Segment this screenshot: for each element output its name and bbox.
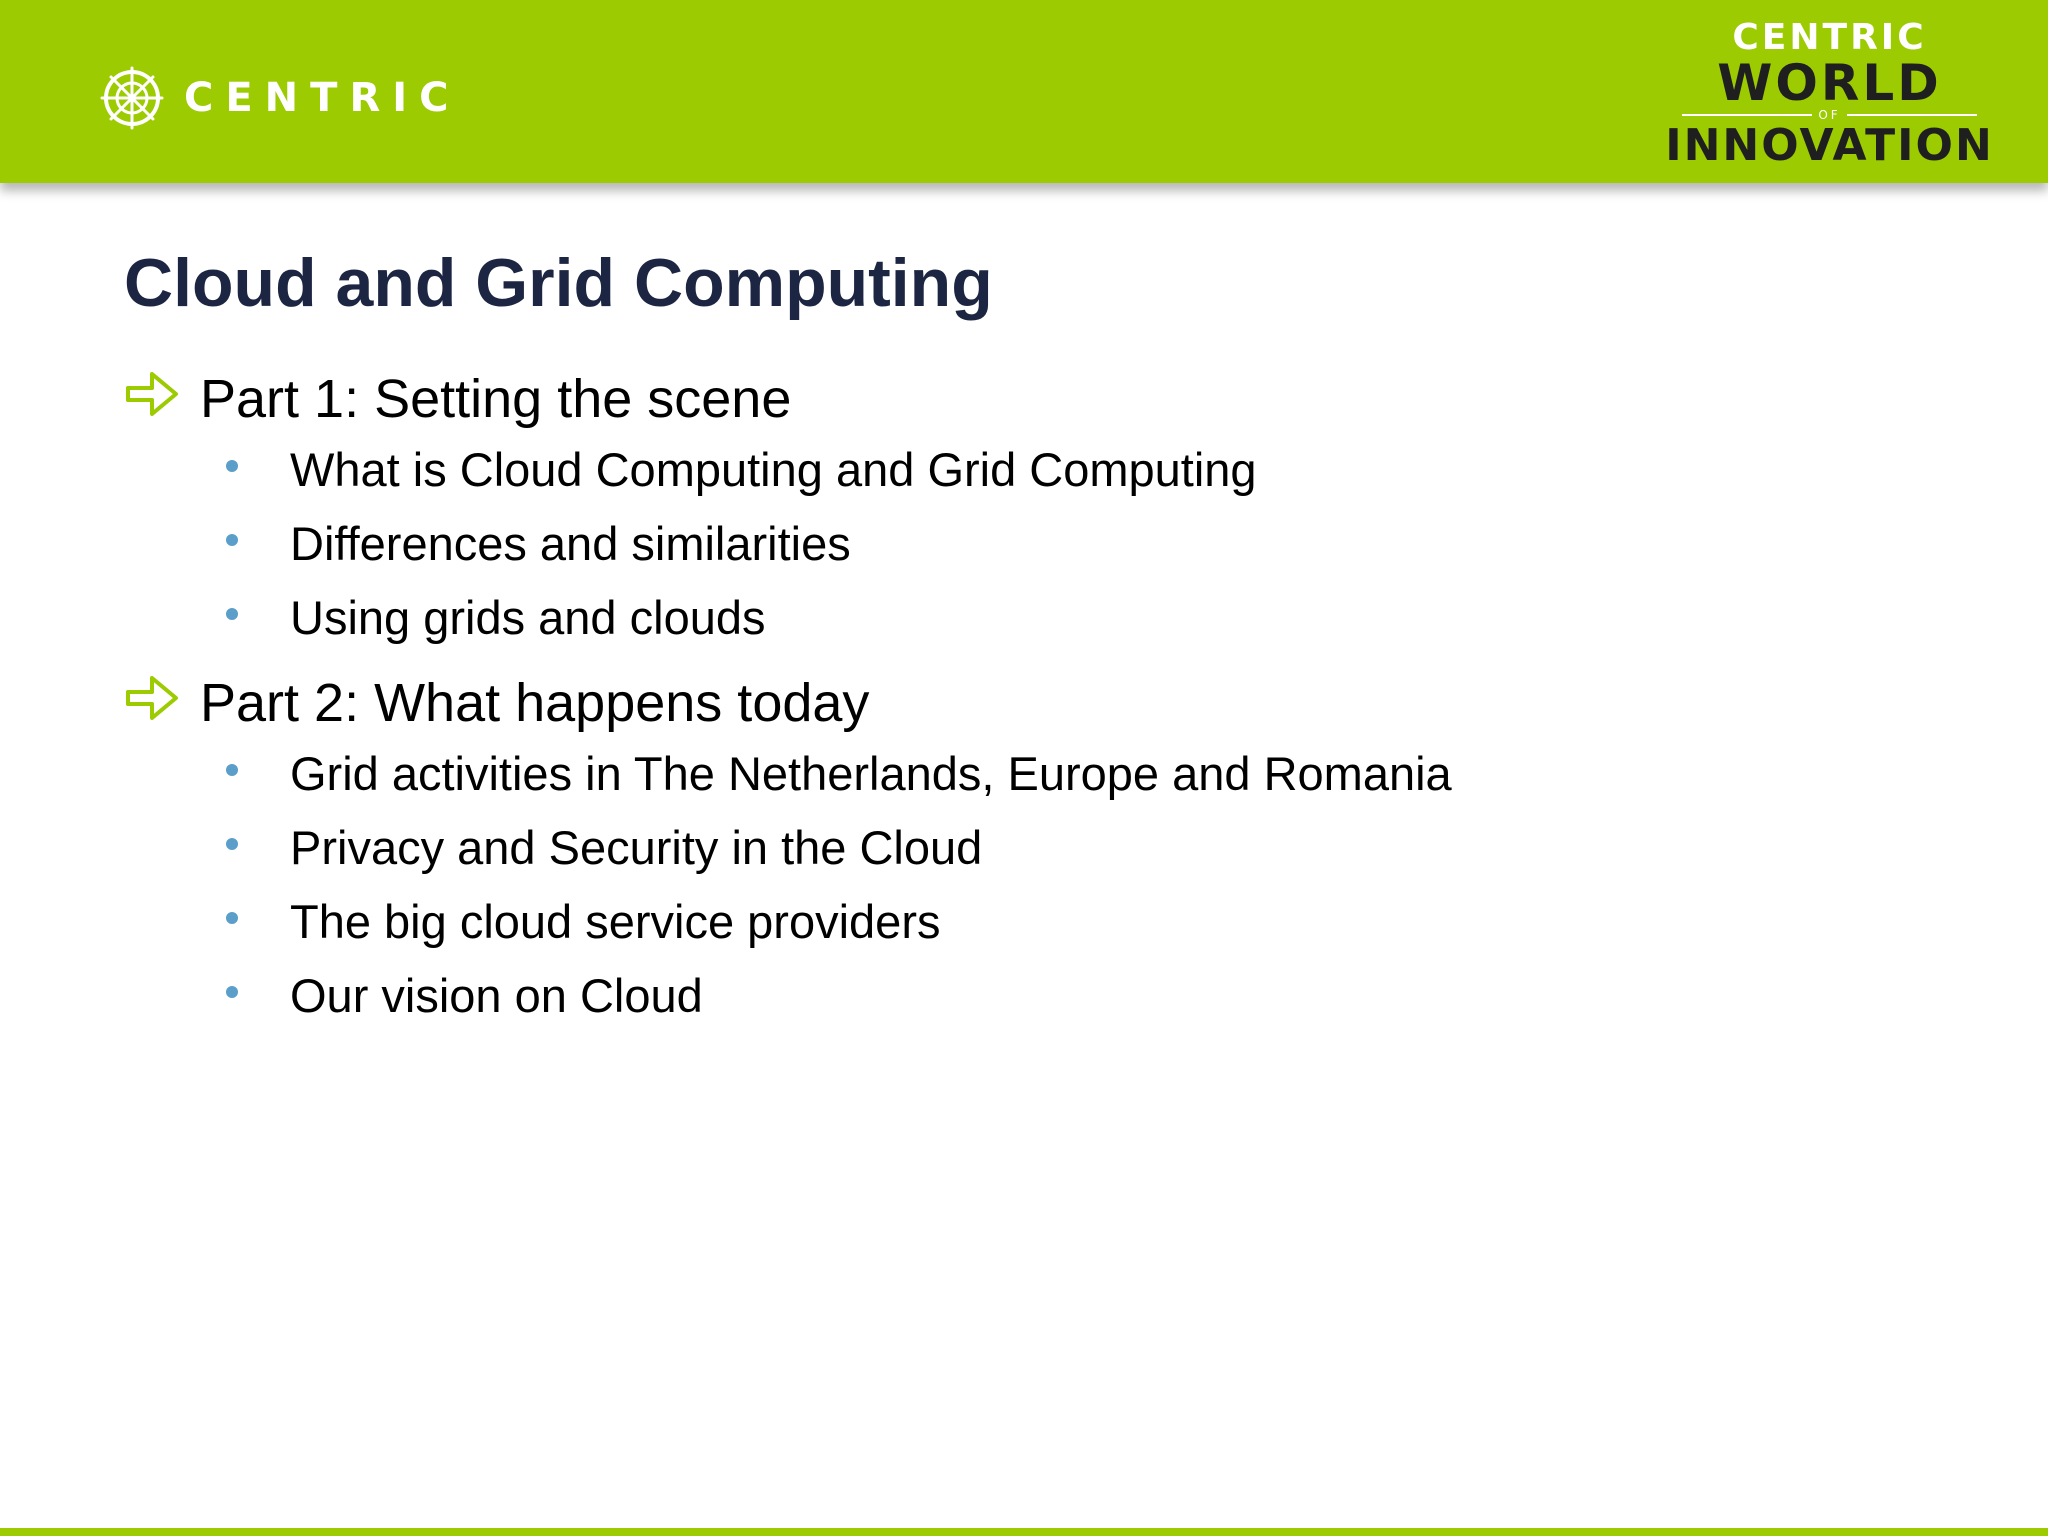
badge-line-innovation: INNOVATION — [1665, 120, 1994, 171]
list-item-text: Privacy and Security in the Cloud — [290, 821, 983, 874]
list-item — [124, 590, 1924, 664]
world-of-innovation-badge — [1637, 17, 2022, 171]
badge-line-world: WORLD — [1717, 54, 1942, 112]
badge-rule-left — [1682, 114, 1812, 116]
list-item — [124, 820, 1924, 894]
list-item — [124, 442, 1924, 516]
list-item — [124, 746, 1924, 820]
list-item — [124, 968, 1924, 1042]
list-item-text: Differences and similarities — [290, 517, 851, 570]
slide-header — [0, 0, 2048, 183]
list-item-text: The big cloud service providers — [290, 895, 941, 948]
part-heading — [124, 668, 1924, 746]
dot-bullet-icon — [226, 460, 238, 472]
dot-bullet-icon — [226, 912, 238, 924]
dot-bullet-icon — [226, 534, 238, 546]
list-item-text: Using grids and clouds — [290, 591, 766, 644]
part-heading — [124, 364, 1924, 442]
dot-bullet-icon — [226, 608, 238, 620]
dot-bullet-icon — [226, 986, 238, 998]
list-item-text: What is Cloud Computing and Grid Computing — [290, 443, 1257, 496]
logo-wordmark: CENTRIC — [184, 75, 461, 121]
part-label: Part 1: Setting the scene — [200, 369, 792, 429]
centric-logo — [100, 66, 460, 130]
dot-bullet-icon — [226, 764, 238, 776]
list-item — [124, 894, 1924, 968]
footer-rule — [0, 1528, 2048, 1536]
agenda-part-2 — [124, 668, 1924, 1042]
dot-bullet-icon — [226, 838, 238, 850]
badge-line-of: OF — [1818, 108, 1841, 122]
centric-compass-icon — [100, 66, 164, 130]
list-item-text: Grid activities in The Netherlands, Europe and Romania — [290, 747, 1452, 800]
badge-rule-right — [1847, 114, 1977, 116]
arrow-right-icon — [124, 364, 182, 424]
slide-title: Cloud and Grid Computing — [124, 245, 993, 321]
part-label: Part 2: What happens today — [200, 673, 870, 733]
list-item-text: Our vision on Cloud — [290, 969, 703, 1022]
list-item — [124, 516, 1924, 590]
arrow-right-icon — [124, 668, 182, 728]
badge-line-centric: CENTRIC — [1732, 17, 1927, 58]
agenda-list — [124, 364, 1924, 1046]
agenda-part-1 — [124, 364, 1924, 664]
